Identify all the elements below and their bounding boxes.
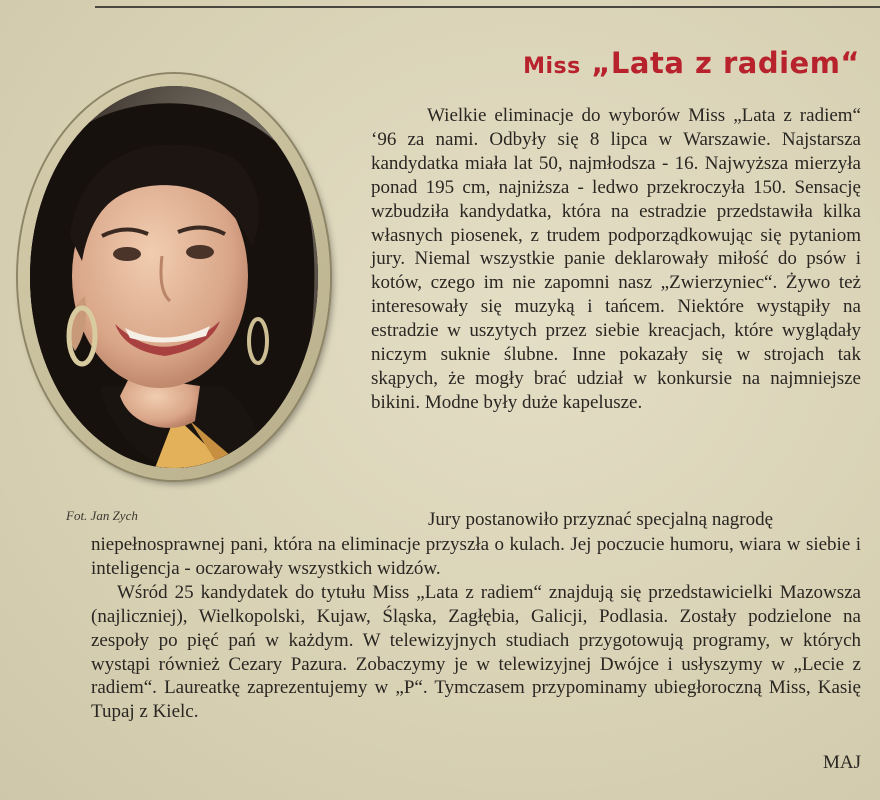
article-column-right xyxy=(371,104,861,415)
paragraph-jury-first-line: Jury postanowiło przyznać specjalną nagrodę xyxy=(428,509,774,530)
portrait-photo xyxy=(30,86,318,468)
paragraph-intro: Wielkie eliminacje do wyborów Miss „Lata z radiem“ ‘96 za nami. Odbyły się 8 lipca w Warszawie. Najstarsza kandydatka miała lat 50, najmłodsza - 16. Najwyższa mierzyła ponad 195 cm, najniższa - ledwo przekroczyła 150. Sensację wzbudziła kandydatka, która na estradzie przedstawiła kilka własnych piosenek, z trudem podporządkowując się pytaniom jury. Niemal wszystkie panie deklarowały miłość do psów i kotów, czego im nie zapomni nasz „Zwierzyniec“. Żywo też interesowały się muzyką i tańcem. Niektóre wystąpiły na estradzie w uszytych przez siebie kreacjach, które wyglądały niczym suknie ślubne. Inne pokazały się w strojach tak skąpych, że mogły brać udział w konkursie na najmniejsze bikini. Modne były duże kapelusze. xyxy=(371,105,861,413)
paragraph-candidates: Wśród 25 kandydatek do tytułu Miss „Lata z radiem“ znajdują się przedstawicielki Mazowsza (najliczniej), Wielkopolski, Kujaw, Śląska, Zagłębia, Galicji, Podlasia. Zostały podzielone na zespoły po pięć pań w każdym. W telewizyjnych studiach przygotowują programy, w których wystąpi również Cezary Pazura. Zobaczymy je w telewizyjnej Dwójce i usłyszymy w „Lecie z radiem“. Laureatkę zaprezentujemy w „P“. Tymczasem przypominamy ubiegłoroczną Miss, Kasię Tupaj z Kielc. xyxy=(91,581,861,723)
photo-credit: Fot. Jan Zych xyxy=(66,508,138,523)
author-signature: MAJ xyxy=(822,752,861,773)
portrait-illustration xyxy=(30,86,318,468)
title-prefix: Miss xyxy=(523,54,581,79)
article-column-full xyxy=(91,533,861,724)
article-title xyxy=(523,46,860,80)
top-rule xyxy=(95,6,880,8)
title-main: „Lata z radiem“ xyxy=(591,46,860,80)
paragraph-jury-rest: niepełnosprawnej pani, która na eliminacje przyszła o kulach. Jej poczucie humoru, wiara w siebie i inteligencja - oczarowały wszystkich widzów. xyxy=(91,534,861,579)
